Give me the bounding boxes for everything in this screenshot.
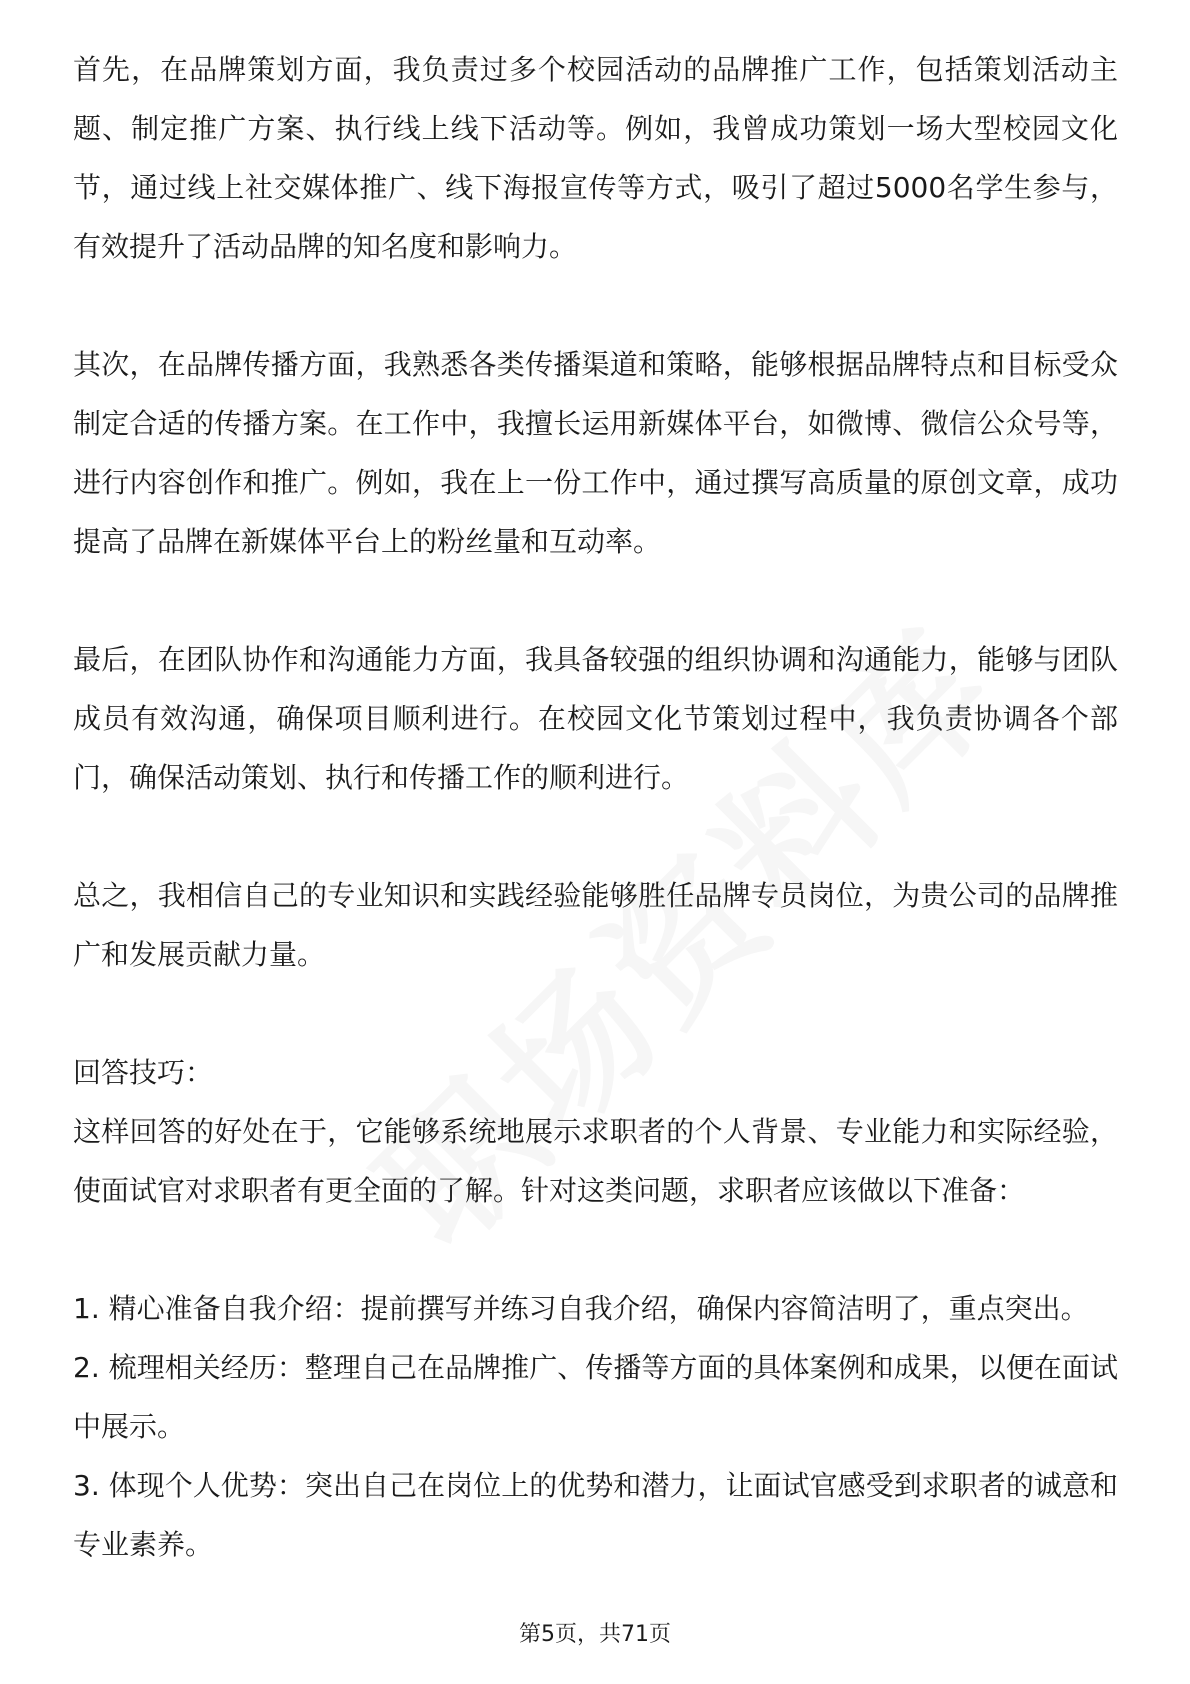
- tips-heading: 回答技巧：: [73, 1056, 214, 1089]
- list-item: 2. 梳理相关经历：整理自己在品牌推广、传播等方面的具体案例和成果，以便在面试中展示。: [73, 1351, 1118, 1443]
- paragraph-brand-communication: 其次，在品牌传播方面，我熟悉各类传播渠道和策略，能够根据品牌特点和目标受众制定合适的传播方案。在工作中，我擅长运用新媒体平台，如微博、微信公众号等，进行内容创作和推广。例如，我在上一份工作中，通过撰写高质量的原创文章，成功提高了品牌在新媒体平台上的粉丝量和互动率。: [73, 348, 1118, 558]
- tips-list: [73, 1279, 1118, 1574]
- paragraph-teamwork: 最后，在团队协作和沟通能力方面，我具备较强的组织协调和沟通能力，能够与团队成员有效沟通，确保项目顺利进行。在校园文化节策划过程中，我负责协调各个部门，确保活动策划、执行和传播工作的顺利进行。: [73, 643, 1118, 794]
- list-item: 3. 体现个人优势：突出自己在岗位上的优势和潜力，让面试官感受到求职者的诚意和专业素养。: [73, 1469, 1118, 1561]
- page-number: 第5页，共71页: [519, 1622, 671, 1647]
- tips-intro: 这样回答的好处在于，它能够系统地展示求职者的个人背景、专业能力和实际经验，使面试官对求职者有更全面的了解。针对这类问题，求职者应该做以下准备：: [73, 1115, 1118, 1207]
- paragraph-brand-planning: 首先，在品牌策划方面，我负责过多个校园活动的品牌推广工作，包括策划活动主题、制定推广方案、执行线上线下活动等。例如，我曾成功策划一场大型校园文化节，通过线上社交媒体推广、线下海报宣传等方式，吸引了超过5000名学生参与，有效提升了活动品牌的知名度和影响力。: [73, 53, 1118, 263]
- document-body: [73, 40, 1118, 1574]
- list-item: 1. 精心准备自我介绍：提前撰写并练习自我介绍，确保内容简洁明了，重点突出。: [73, 1292, 1089, 1325]
- paragraph-conclusion: 总之，我相信自己的专业知识和实践经验能够胜任品牌专员岗位，为贵公司的品牌推广和发展贡献力量。: [73, 879, 1118, 971]
